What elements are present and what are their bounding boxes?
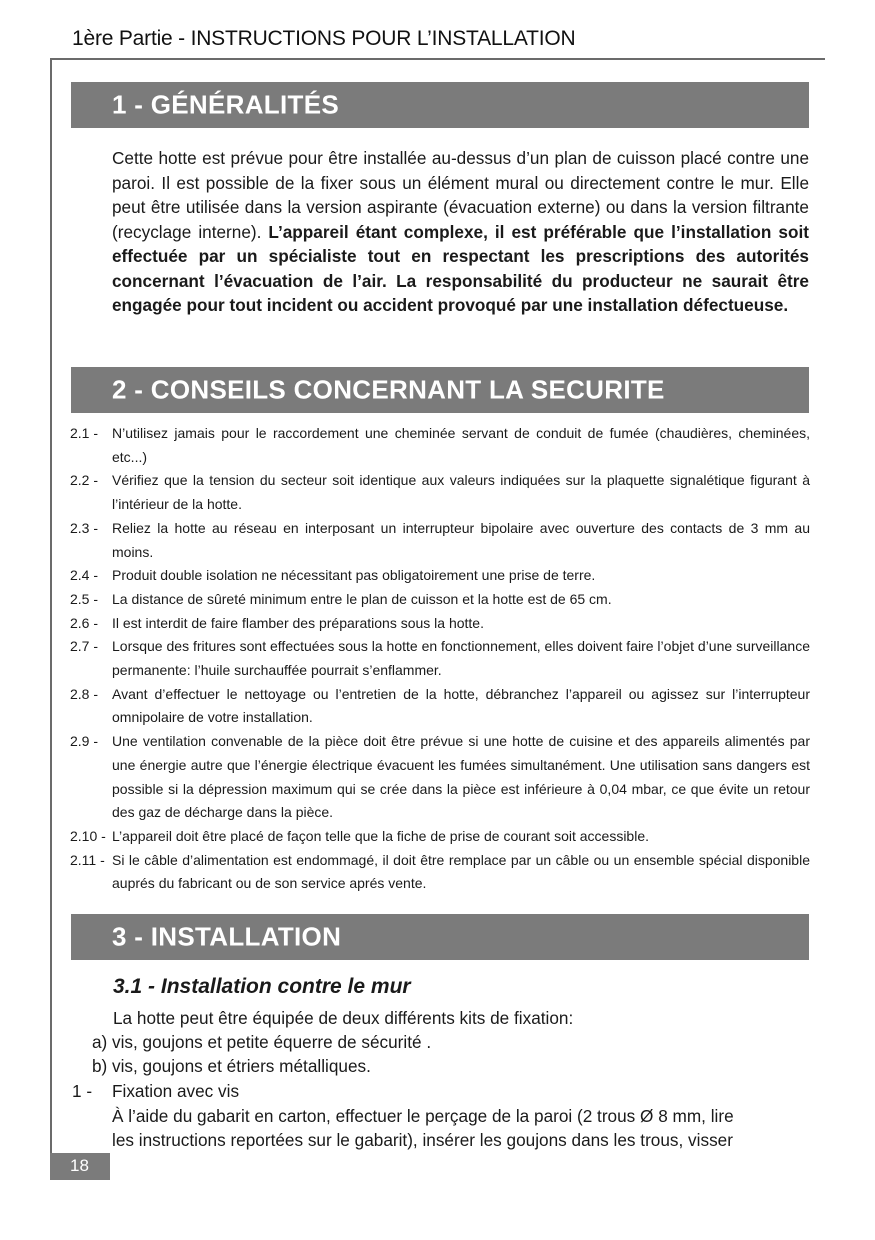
safety-item-number: 2.9 - bbox=[70, 733, 99, 750]
safety-item-2-1 bbox=[70, 422, 810, 469]
page-number-box bbox=[50, 1153, 110, 1180]
safety-item-text: L’appareil doit être placé de façon telle que la fiche de prise de courant soit accessible. bbox=[112, 827, 650, 844]
page-number: 18 bbox=[70, 1156, 89, 1175]
safety-item-text: N’utilisez jamais pour le raccordement une cheminée servant de conduit de fumée (chaudières, cheminées, etc...) bbox=[112, 425, 810, 465]
safety-item-number: 2.4 - bbox=[70, 567, 99, 584]
step-text-line-2: les instructions reportées sur le gabarit), insérer les goujons dans les trous, visser bbox=[112, 1130, 733, 1150]
safety-item-text: Il est interdit de faire flamber des préparations sous la hotte. bbox=[112, 614, 484, 631]
safety-item-2-8 bbox=[70, 683, 810, 730]
safety-item-number: 2.10 - bbox=[70, 827, 106, 844]
section-1-title: 1 - GÉNÉRALITÉS bbox=[112, 89, 339, 120]
safety-item-2-2 bbox=[70, 469, 810, 516]
safety-item-number: 2.2 - bbox=[70, 472, 99, 489]
installation-intro: La hotte peut être équipée de deux différents kits de fixation: bbox=[113, 1008, 574, 1028]
safety-item-number: 2.1 - bbox=[70, 425, 99, 441]
safety-item-number: 2.6 - bbox=[70, 614, 99, 631]
safety-item-2-11 bbox=[70, 849, 810, 896]
safety-item-number: 2.7 - bbox=[70, 638, 99, 655]
safety-item-2-9 bbox=[70, 730, 810, 825]
safety-advice-list bbox=[70, 422, 810, 896]
subsection-title: 3.1 - Installation contre le mur bbox=[113, 975, 411, 998]
option-a-label: a) bbox=[92, 1032, 108, 1052]
safety-item-text: Avant d’effectuer le nettoyage ou l’entretien de la hotte, débranchez l’appareil ou agissez sur l’interrupteur omnipolaire de votre installation. bbox=[112, 685, 810, 726]
safety-item-text: Vérifiez que la tension du secteur soit identique aux valeurs indiquées sur la plaquette signalétique figurant à l’intérieur de la hotte. bbox=[112, 472, 810, 513]
page-header: 1ère Partie - INSTRUCTIONS POUR L’INSTALLATION bbox=[72, 27, 576, 50]
safety-item-text: Une ventilation convenable de la pièce doit être prévue si une hotte de cuisine et des appareils alimentés par une énergie autre que l’énergie électrique évacuent les fumées simultanément. Une utilisation sans dangers est possible si la dépression maximum qui se crée dans la pièce est inférieure à 0,04 mbar, ce que évite un retour des gaz de décharge dans la pièce. bbox=[112, 733, 810, 821]
safety-item-text: Si le câble d’alimentation est endommagé, il doit être remplace par un câble ou un ensemble spécial disponible auprés du fabricant ou de son service aprés vente. bbox=[112, 851, 810, 892]
option-a-text: vis, goujons et petite équerre de sécurité . bbox=[112, 1032, 432, 1052]
step-number: 1 - bbox=[72, 1081, 93, 1101]
header-rule bbox=[50, 58, 825, 60]
safety-item-2-7 bbox=[70, 635, 810, 682]
safety-item-number: 2.11 - bbox=[70, 851, 105, 868]
option-b-label: b) bbox=[92, 1056, 108, 1076]
section-1-paragraph bbox=[112, 146, 809, 318]
step-text-line-1: À l’aide du gabarit en carton, effectuer le perçage de la paroi (2 trous Ø 8 mm, lire bbox=[112, 1106, 734, 1126]
section-2-title: 2 - CONSEILS CONCERNANT LA SECURITE bbox=[112, 374, 665, 405]
safety-item-number: 2.5 - bbox=[70, 590, 99, 607]
section-1-text: Cette hotte est prévue pour être installée au-dessus d’un plan de cuisson placé contre une paroi. Il est possible de la fixer sous un élément mural ou directement contre le mur. Elle peut être utilisée dans la version aspirante (évacuation externe) ou dans la version filtrante (recyclage interne). bbox=[112, 148, 809, 242]
safety-item-number: 2.8 - bbox=[70, 685, 99, 702]
safety-item-number: 2.3 - bbox=[70, 519, 99, 536]
step-title: Fixation avec vis bbox=[112, 1081, 240, 1101]
safety-item-2-6 bbox=[70, 612, 810, 636]
safety-item-2-4 bbox=[70, 564, 810, 588]
safety-item-text: Reliez la hotte au réseau en interposant un interrupteur bipolaire avec ouverture des contacts de 3 mm au moins. bbox=[112, 519, 810, 560]
safety-item-text: Produit double isolation ne nécessitant pas obligatoirement une prise de terre. bbox=[112, 567, 596, 584]
safety-item-2-5 bbox=[70, 588, 810, 612]
safety-item-2-10 bbox=[70, 825, 810, 849]
safety-item-2-3 bbox=[70, 517, 810, 564]
section-3-bar bbox=[71, 914, 809, 960]
safety-item-text: La distance de sûreté minimum entre le plan de cuisson et la hotte est de 65 cm. bbox=[112, 590, 612, 607]
section-3-title: 3 - INSTALLATION bbox=[112, 921, 342, 952]
option-b-text: vis, goujons et étriers métalliques. bbox=[112, 1056, 371, 1076]
safety-item-text: Lorsque des fritures sont effectuées sous la hotte en fonctionnement, elles doivent faire l’objet d’une surveillance permanente: l’huile surchauffée pourrait s’enflammer. bbox=[112, 638, 810, 679]
section-1-warning-text: L’appareil étant complexe, il est préférable que l’installation soit effectuée par un spécialiste tout en respectant les prescriptions des autorités concernant l’évacuation de l’air. La responsabilité du producteur ne saurait être engagée pour tout incident ou accident provoqué par une installation défectueuse. bbox=[112, 221, 809, 315]
section-1-bar bbox=[71, 82, 809, 128]
left-margin-rule bbox=[50, 58, 52, 1180]
section-2-bar bbox=[71, 367, 809, 413]
